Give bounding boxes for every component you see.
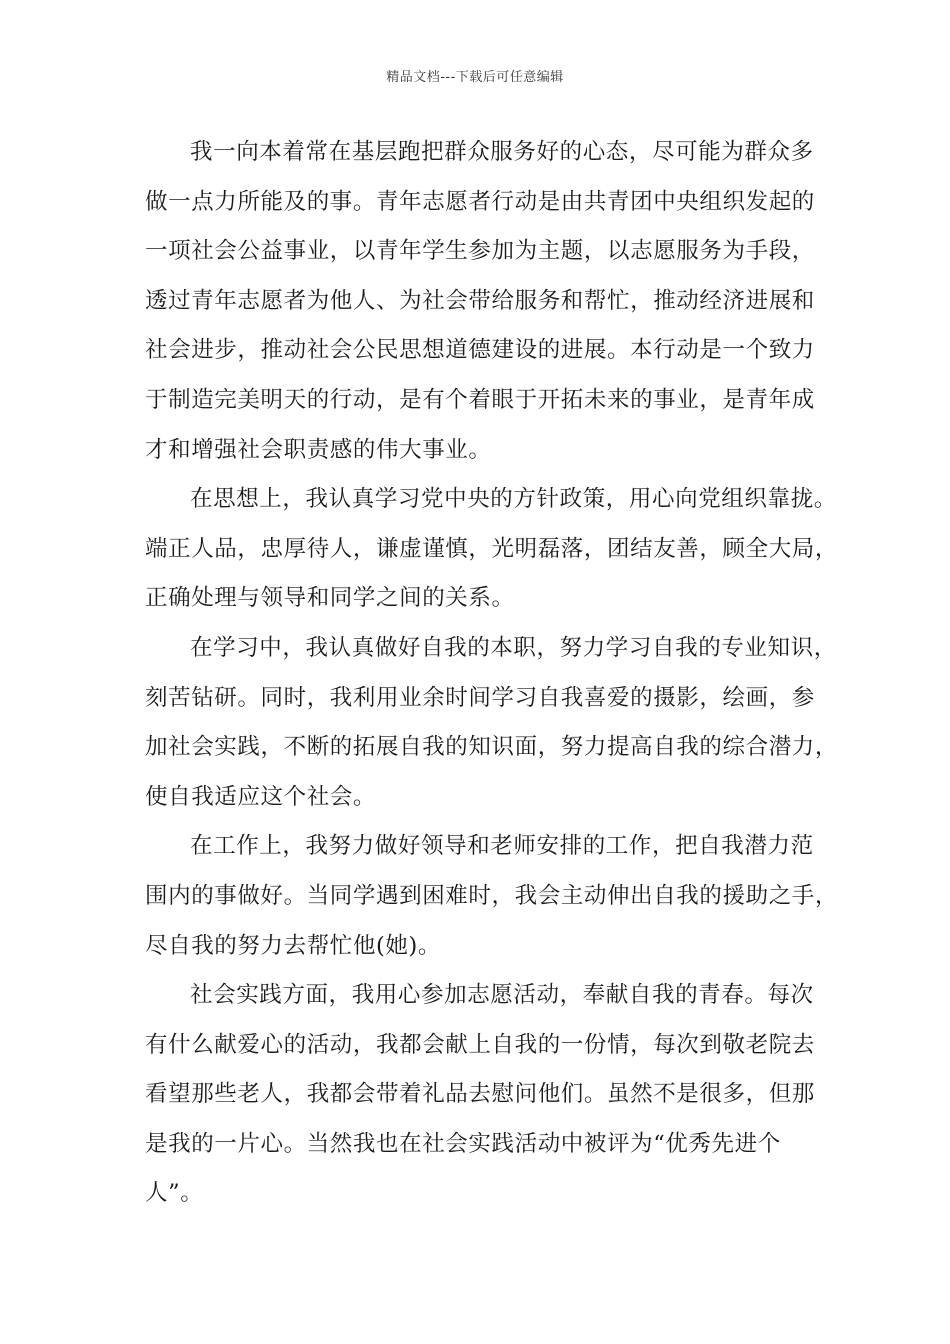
paragraph-social-practice [145, 971, 825, 1219]
paragraph-line: 一项社会公益事业，以青年学生参加为主题，以志愿服务为手段， [145, 238, 815, 265]
paragraph-line: 有什么献爱心的活动，我都会献上自我的一份情，每次到敬老院去 [145, 1031, 815, 1058]
paragraph-line: 人”。 [145, 1180, 204, 1207]
paragraph-ideology [145, 475, 839, 624]
paragraph-line: 刻苦钻研。同时，我利用业余时间学习自我喜爱的摄影，绘画，参 [145, 684, 815, 711]
paragraph-line: 加社会实践，不断的拓展自我的知识面，努力提高自我的综合潜力， [145, 734, 839, 761]
paragraph-volunteer-intro [145, 128, 825, 475]
paragraph-line: 在思想上，我认真学习党中央的方针政策，用心向党组织靠拢。 [190, 486, 837, 513]
paragraph-study [145, 624, 839, 822]
paragraph-line: 才和增强社会职责感的伟大事业。 [145, 436, 492, 463]
paragraph-line: 正确处理与领导和同学之间的关系。 [145, 585, 515, 612]
paragraph-line: 端正人品，忠厚待人，谦虚谨慎，光明磊落，团结友善，顾全大局， [145, 535, 839, 562]
paragraph-line: 透过青年志愿者为他人、为社会带给服务和帮忙，推动经济进展和 [145, 287, 815, 314]
paragraph-line: 在工作上，我努力做好领导和老师安排的工作，把自我潜力范 [190, 833, 814, 860]
page-header: 精品文档---下载后可任意编辑 [386, 70, 564, 85]
paragraph-line: 尽自我的努力去帮忙他(她)。 [145, 932, 441, 959]
paragraph-line: 于制造完美明天的行动，是有个着眼于开拓未来的事业，是青年成 [145, 386, 815, 413]
paragraph-line: 做一点力所能及的事。青年志愿者行动是由共青团中央组织发起的 [145, 188, 815, 215]
paragraph-line: 在学习中，我认真做好自我的本职，努力学习自我的专业知识， [190, 634, 837, 661]
document-body [145, 128, 839, 1219]
paragraph-line: 使自我适应这个社会。 [145, 783, 377, 810]
paragraph-line: 是我的一片心。当然我也在社会实践活动中被评为“优秀先进个 [145, 1130, 781, 1157]
paragraph-line: 我一向本着常在基层跑把群众服务好的心态，尽可能为群众多 [190, 139, 814, 165]
paragraph-line: 社会实践方面，我用心参加志愿活动，奉献自我的青春。每次 [190, 982, 814, 1009]
paragraph-line: 看望那些老人，我都会带着礼品去慰问他们。虽然不是很多，但那 [145, 1081, 815, 1108]
paragraph-work [145, 822, 839, 971]
paragraph-line: 社会进步，推动社会公民思想道德建设的进展。本行动是一个致力 [145, 337, 815, 364]
paragraph-line: 围内的事做好。当同学遇到困难时，我会主动伸出自我的援助之手， [145, 882, 839, 909]
